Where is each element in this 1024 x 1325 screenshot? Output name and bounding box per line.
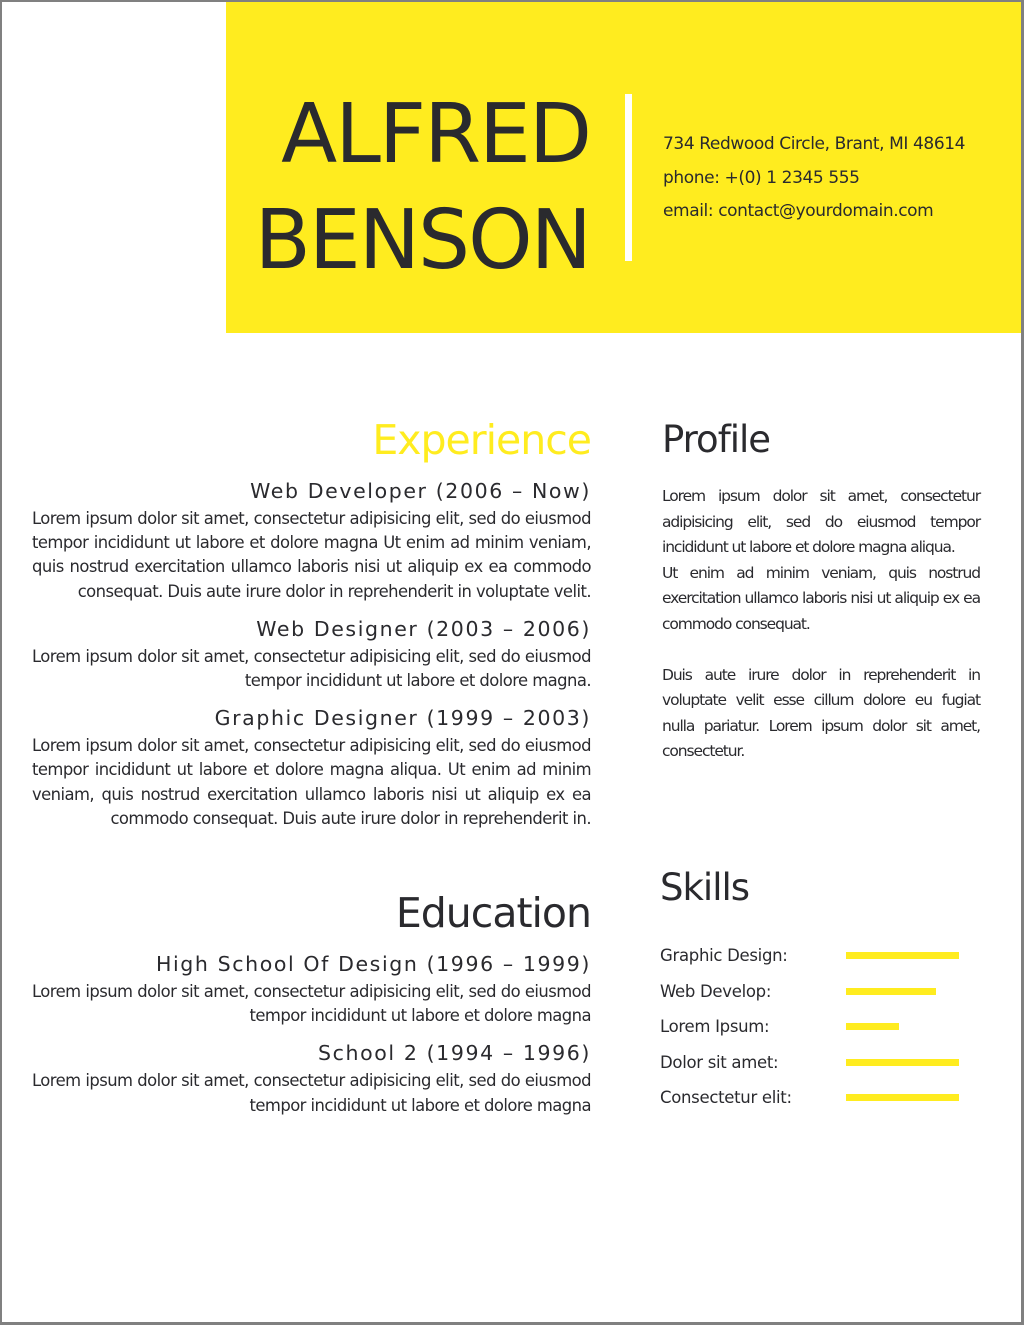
first-name: ALFRED — [281, 87, 590, 182]
education-entry — [32, 951, 591, 1028]
experience-heading: Experience — [372, 416, 591, 464]
experience-entry-title: Web Developer (2006 – Now) — [250, 479, 591, 503]
contact-address: 734 Redwood Circle, Brant, MI 48614 — [663, 134, 966, 154]
contact-info — [663, 128, 965, 229]
contact-email: email: contact@yourdomain.com — [663, 201, 934, 221]
skills-section — [660, 858, 990, 1116]
left-column — [32, 410, 591, 1130]
experience-entry-title: Web Designer (2003 – 2006) — [256, 616, 591, 641]
skill-level-bar — [846, 952, 959, 959]
skill-row — [660, 1045, 990, 1081]
education-entry — [32, 1040, 591, 1117]
candidate-name — [255, 82, 590, 294]
experience-entry-description: Lorem ipsum dolor sit amet, consectetur adipisicing elit, sed do eiusmod tempor incididunt ut labore et dolore magna aliqua. Ut enim ad minim veniam, quis nostrud exercitation ullamco laboris nisi ut aliquip ex ea commodo consequat. Duis aute irure dolor in reprehenderit in. — [32, 736, 591, 828]
skill-row — [660, 974, 990, 1010]
contact-phone: phone: +(0) 1 2345 555 — [663, 167, 860, 188]
education-entry-description: Lorem ipsum dolor sit amet, consectetur adipisicing elit, sed do eiusmod tempor incididunt ut labore et dolore magna — [32, 982, 591, 1026]
profile-paragraph: Duis aute irure dolor in reprehenderit in voluptate velit esse cillum dolore eu fugiat nulla pariatur. Lorem ipsum dolor sit amet, consectetur. — [662, 665, 980, 760]
experience-entry-description: Lorem ipsum dolor sit amet, consectetur adipisicing elit, sed do eiusmod tempor incididunt ut labore et dolore magna Ut enim ad minim veniam, quis nostrud exercitation ullamco laboris nisi ut aliquip ex ea commodo consequat. Duis aute irure dolor in reprehenderit in voluptate velit. — [32, 509, 591, 601]
profile-section — [662, 410, 980, 765]
experience-entry-description: Lorem ipsum dolor sit amet, consectetur adipisicing elit, sed do eiusmod tempor incididunt ut labore et dolore magna. — [32, 646, 591, 691]
skill-row — [660, 1009, 990, 1045]
skill-label: Graphic Design: — [660, 946, 788, 966]
education-entry-description: Lorem ipsum dolor sit amet, consectetur adipisicing elit, sed do eiusmod tempor incididunt ut labore et dolore magna — [32, 1071, 591, 1115]
education-entry-title: High School Of Design (1996 – 1999) — [156, 952, 591, 977]
skill-level-bar — [846, 1094, 959, 1101]
profile-paragraph: Lorem ipsum dolor sit amet, consectetur adipisicing elit, sed do eiusmod tempor incididunt ut labore et dolore magna aliqua. — [662, 487, 980, 556]
education-heading: Education — [395, 889, 591, 938]
skill-label: Lorem Ipsum: — [660, 1017, 770, 1037]
experience-entry — [32, 616, 591, 693]
skills-heading: Skills — [660, 866, 750, 909]
skill-row — [660, 938, 990, 974]
skill-label: Web Develop: — [660, 981, 772, 1001]
education-entry-title: School 2 (1994 – 1996) — [318, 1041, 591, 1066]
experience-entry — [32, 705, 591, 831]
skill-level-bar — [846, 1023, 899, 1030]
last-name: BENSON — [254, 193, 590, 288]
skill-level-bar — [846, 988, 936, 995]
header-divider — [625, 94, 632, 261]
skill-label: Dolor sit amet: — [660, 1052, 779, 1072]
skill-row — [660, 1080, 990, 1116]
experience-entry-title: Graphic Designer (1999 – 2003) — [214, 706, 591, 731]
skill-label: Consectetur elit: — [660, 1088, 792, 1108]
profile-paragraph: Ut enim ad minim veniam, quis nostrud exercitation ullamco laboris nisi ut aliquip ex ea commodo consequat. — [662, 563, 980, 633]
experience-entry — [32, 478, 591, 604]
profile-text — [662, 484, 980, 765]
profile-heading: Profile — [662, 418, 771, 461]
skill-level-bar — [846, 1059, 959, 1066]
skill-list — [660, 938, 990, 1116]
